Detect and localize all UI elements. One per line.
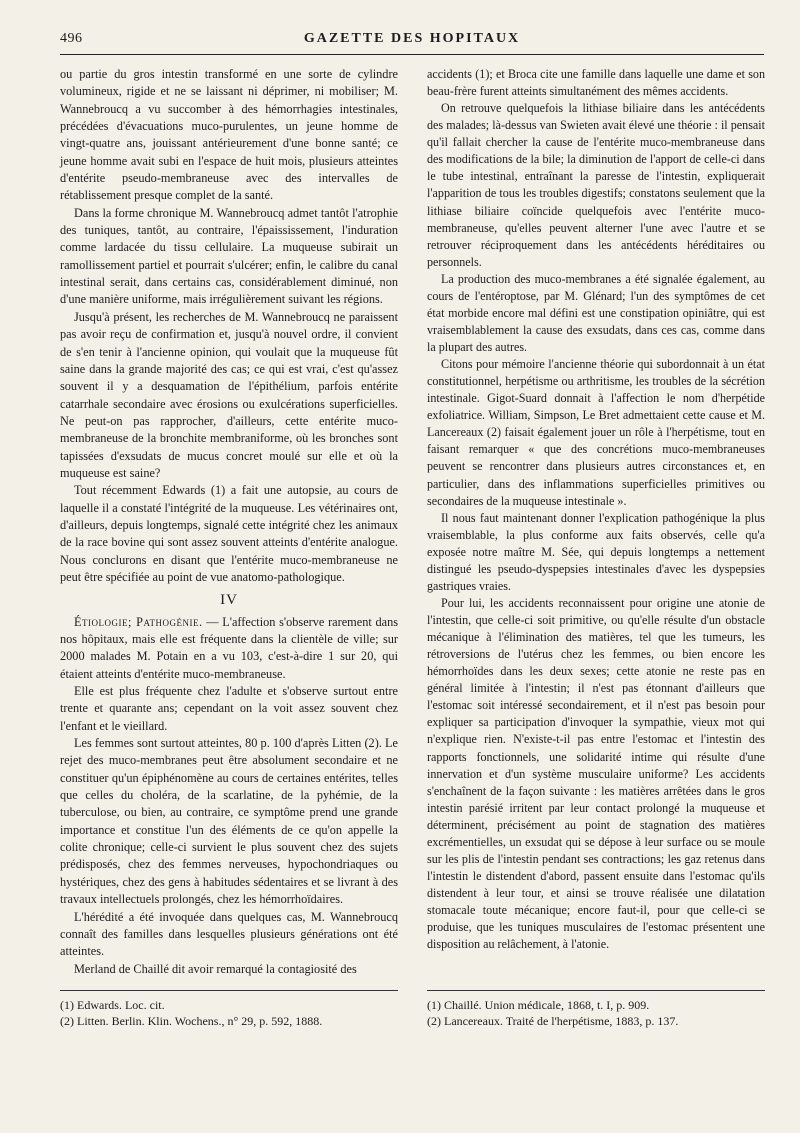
footnote: (1) Chaillé. Union médicale, 1868, t. I, p. 909. [427,998,650,1012]
footnote-divider [427,990,765,991]
paragraph: La production des muco-membranes a été signalée également, au cours de l'entéroptose, par M. Glénard; l'un des symptômes de cet état morbide encore mal défini est une constipation opiniâtre, qui est vraisemblablement la cause des exsudats, dans ces cas, comme dans la plupart des autres. [427,271,765,354]
footnote: (2) Litten. Berlin. Klin. Wochens., n° 29, p. 592, 1888. [60,1014,323,1028]
paragraph: Pour lui, les accidents reconnaissent pour origine une atonie de l'intestin, que celle-ci soit primitive, ou qu'elle résulte d'un obstacle mécanique à l'élimination des matières, tel que les tumeurs, les rétroversions de l'utérus chez les femmes, ou bien encore les hémorrhoïdes dans les deux sexes; cette atonie ne reste pas en général limitée à l'intestin; il n'est pas étonnant d'ailleurs que l'estomac soit intéressé secondairement, et il n'est pas besoin pour expliquer sa participation d'invoquer la sympathie, vieux mot qui n'explique rien. N'existe-t-il pas entre l'estomac et l'intestin des rapports fonctionnels, une solidarité intime qui résulte d'une innervation et d'un système musculaire uniforme? Les accidents s'enchaînent de la façon suivante : les matières arrêtées dans le gros intestin parésié irritent par leur contact prolongé la muqueuse et déterminent, précisément au point de stagnation des matières excrémentielles, un exsudat qui se dépose à leur surface ou se moule sur les plis de l'intestin pendant ses contractions; les gaz retenus dans l'intestin le distendent d'abord, passent ensuite dans l'estomac qu'ils distendent à leur tour, et ainsi se trouve réalisée une dilatation stomacale toute mécanique; encore faut-il, pour que celle-ci se produise, que les tuniques musculaires de l'estomac présentent une disposition au relâchement, à l'atonie. [427,595,765,952]
paragraph: Citons pour mémoire l'ancienne théorie qui subordonnait à un état constitutionnel, herpétisme ou arthritisme, les troubles de la sécrétion intestinale. Gigot-Suard donnait à l'affection le nom d'herpétide exfoliatrice. William, Simpson, Le Bret admettaient cette cause et M. Lancereaux (2) faisait également jouer un rôle à l'herpétisme, tout en faisant remarquer « que des concrétions muco-membraneuses peuvent se rencontrer dans plusieurs autres circonstances et, en particulier, dans des inflammations superficielles primitives ou secondaires de la muqueuse intestinale ». [427,357,765,508]
paragraph: Elle est plus fréquente chez l'adulte et s'observe surtout entre trente et quarante ans; cependant on la voit assez souvent chez l'enfant et le vieillard. [60,684,398,733]
left-column [60,66,398,978]
section-heading: IV [220,592,238,609]
paragraph: Merland de Chaillé dit avoir remarqué la contagiosité des [74,961,357,976]
paragraph: Il nous faut maintenant donner l'explication pathogénique la plus vraisemblable, la plus conforme aux faits observés, celle qu'a exposée notre maître M. Sée, qui depuis longtemps a nettement distingué les pseudo-dyspepsies intestinales d'avec les dyspepsies gastriques vraies. [427,510,765,593]
paragraph: L'hérédité a été invoquée dans quelques cas, M. Wannebroucq connaît des familles dans lesquelles plusieurs générations ont été atteintes. [60,909,398,959]
footnote-divider [60,990,398,991]
paragraph: On retrouve quelquefois la lithiase biliaire dans les antécédents des malades; là-dessus van Swieten avait élevé une théorie : il pensait qu'il fallait chercher la cause de l'entérite muco-membraneuse dans des modifications de la bile; la diminution de l'apport de celle-ci dans le tube intestinal, entraînant la paresse de l'intestin, expliquerait l'apparition de tous les troubles digestifs; constatons seulement que la lithiase biliaire coïncide quelquefois avec l'entérite muco-membraneuse, qu'elles peuvent alterner l'une avec l'autre et se retrouver réciproquement dans les antécédents héréditaires ou personnels. [427,101,765,269]
paragraph [60,614,398,683]
journal-title: GAZETTE DES HOPITAUX [303,31,521,46]
page-number: 496 [60,31,83,46]
footnote: (2) Lancereaux. Traité de l'herpétisme, 1883, p. 137. [427,1014,679,1028]
paragraph: Les femmes sont surtout atteintes, 80 p. 100 d'après Litten (2). Le rejet des muco-membranes peut être absolument secondaire et ne constituer qu'un épiphénomène au cours de certaines entérites, telles que celles du choléra, de la scarlatine, de la pyhémie, de la tuberculose, ou bien, au contraire, ce symptôme prend une grande importance et constitue l'un des éléments de ce qu'on appelle la colite chronique; celle-ci survient le plus souvent chez des sujets prédisposés, chez des femmes nerveuses, hypochondriaques ou hystériques, chez des gens à habitudes sédentaires et se livrant à des travaux intellectuels prolongés, chez les hémorrhoïdaires. [60,736,398,907]
paragraph: accidents (1); et Broca cite une famille dans laquelle une dame et son beau-frère furent atteints simultanément des mêmes accidents. [427,67,765,99]
paragraph: Jusqu'à présent, les recherches de M. Wannebroucq ne paraissent pas avoir reçu de confirmation et, jusqu'à nouvel ordre, il convient de s'en tenir à l'ancienne opinion, qui voulait que la muqueuse fût saine dans la grande majorité des cas; ce qui est vrai, c'est qu'assez souvent il y a desquamation de l'épithélium, parfois entérite catarrhale secondaire avec érosions ou exulcérations superficielles. Ne peut-on pas rapprocher, d'ailleurs, cette entérite muco-membraneuse de la bronchite membraniforme, où les bronches sont tapissées d'exsudats de mucus concret moulé sur elle et où la muqueuse est saine? [60,309,398,480]
footnotes-left [60,997,398,1029]
paragraph: Dans la forme chronique M. Wannebroucq admet tantôt l'atrophie des tuniques, tantôt, au contraire, l'épaississement, l'induration comme lardacée du tissu cellulaire. La muqueuse subirait un ramollissement partiel et pourrait s'ulcérer; enfin, le calibre du canal intestinal serait, dans certains cas, considérablement diminué, non d'une manière uniforme, mais irrégulièrement suivant les régions. [60,205,398,307]
paragraph-text: — L'affection s'observe rarement dans nos hôpitaux, mais elle est fréquente dans la clientèle de ville; sur 2000 malades M. Potain en a vu 103, c'est-à-dire 1 sur 20, qui étaient atteints d'entérite muco-membraneuse. [60,614,399,681]
paragraph: ou partie du gros intestin transformé en une sorte de cylindre volumineux, rigide et ne se laissant ni déprimer, ni mobiliser; M. Wannebroucq a vu succomber à des hémorrhagies intestinales, précédées d'évacuations muco-purulentes, un jeune homme de vingt-quatre ans, jouissant antérieurement d'une bonne santé; ce jeune homme avait subi en l'espace de huit mois, plusieurs atteintes d'entérite pseudo-membraneuse avec des intervalles de rétablissement presque complet de la santé. [60,67,398,203]
footnotes-right [427,997,765,1029]
page-header [60,24,764,55]
right-column [427,66,765,953]
footnote: (1) Edwards. Loc. cit. [60,998,165,1012]
paragraph: Tout récemment Edwards (1) a fait une autopsie, au cours de laquelle il a constaté l'intégrité de la muqueuse. Les vétérinaires ont, d'ailleurs, depuis longtemps, signalé cette intégrité chez les animaux de la race bovine qui sont assez souvent atteints d'entérite analogue. Nous conclurons en disant que l'entérite muco-membraneuse ne peut être spécifiée au point de vue anatomo-pathologique. [60,483,398,584]
section-lead: Étiologie; Pathogénie. [74,614,203,629]
